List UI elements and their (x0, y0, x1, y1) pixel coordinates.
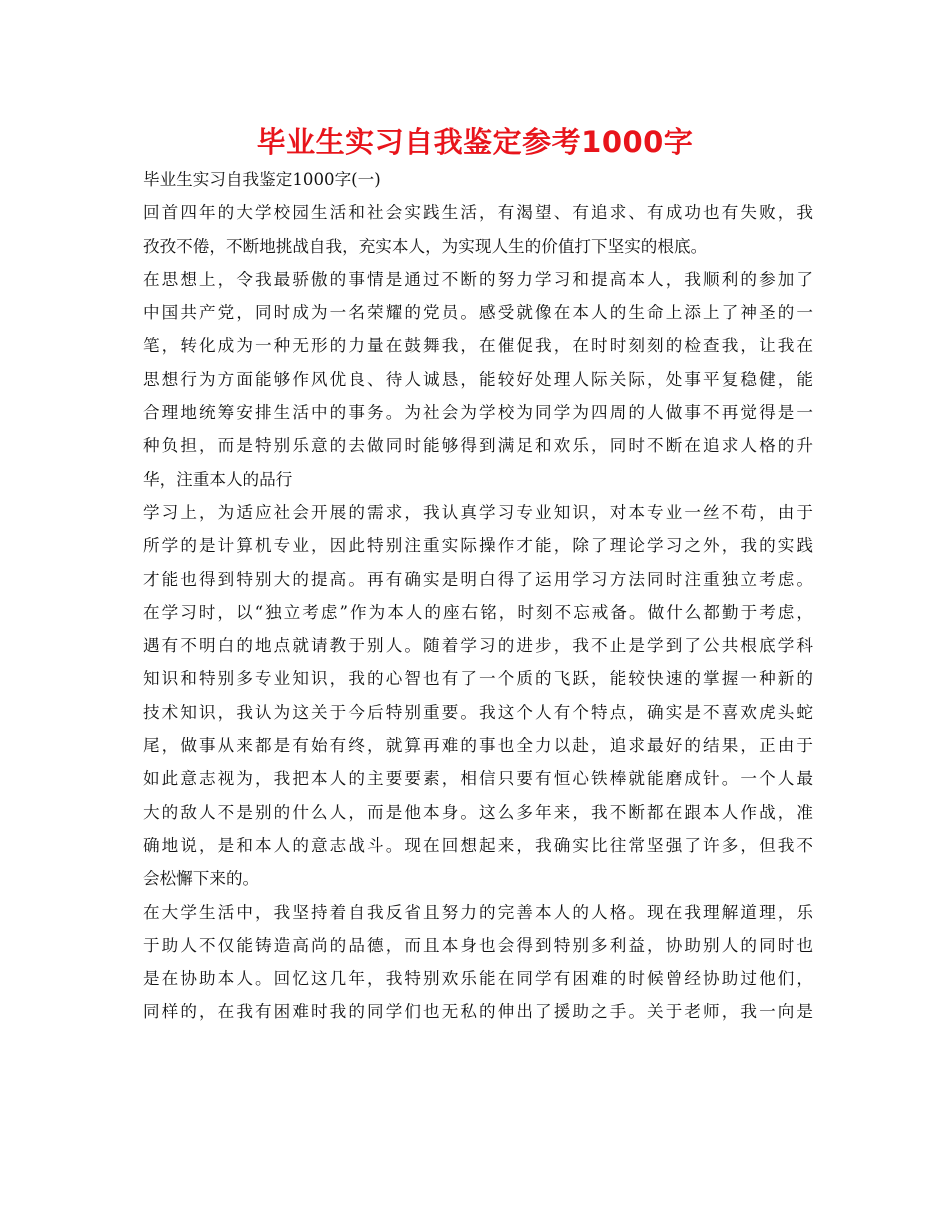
text-line: 于助人不仅能铸造高尚的品德，而且本身也会得到特别多利益，协助别人的同时也 (143, 935, 813, 955)
text-line: 合理地统筹安排生活中的事务。为社会为学校为同学为四周的人做事不再觉得是一 (143, 403, 813, 423)
text-line: 种负担，而是特别乐意的去做同时能够得到满足和欢乐，同时不断在追求人格的升 (143, 436, 813, 456)
text-line: 尾，做事从来都是有始有终，就算再难的事也全力以赴，追求最好的结果，正由于 (143, 736, 813, 756)
text-line: 大的敌人不是别的什么人，而是他本身。这么多年来，我不断都在跟本人作战，准 (143, 802, 813, 822)
text-line: 确地说，是和本人的意志战斗。现在回想起来，我确实比往常坚强了许多，但我不 (143, 835, 813, 855)
text-line: 如此意志视为，我把本人的主要要素，相信只要有恒心铁棒就能磨成针。一个人最 (143, 769, 813, 789)
text-line: 是在协助本人。回忆这几年，我特别欢乐能在同学有困难的时候曾经协助过他们， (143, 969, 813, 989)
text-line: 会松懈下来的。 (143, 869, 260, 889)
text-line: 所学的是计算机专业，因此特别注重实际操作才能，除了理论学习之外，我的实践 (143, 536, 813, 556)
text-line: 在大学生活中，我坚持着自我反省且努力的完善本人的人格。现在我理解道理，乐 (143, 902, 813, 922)
section-heading: 毕业生实习自我鉴定1000字(一) (143, 170, 381, 189)
text-line: 思想行为方面能够作风优良、待人诚恳，能较好处理人际关际，处事平复稳健，能 (143, 369, 813, 389)
text-line: 中国共产党，同时成为一名荣耀的党员。感受就像在本人的生命上添上了神圣的一 (143, 303, 813, 323)
text-line: 才能也得到特别大的提高。再有确实是明白得了运用学习方法同时注重独立考虑。 (143, 569, 813, 589)
text-line: 同样的，在我有困难时我的同学们也无私的伸出了援助之手。关于老师，我一向是 (143, 1002, 813, 1022)
text-line: 在学习时，以“独立考虑”作为本人的座右铭，时刻不忘戒备。做什么都勤于考虑， (143, 602, 813, 622)
text-line: 遇有不明白的地点就请教于别人。随着学习的进步，我不止是学到了公共根底学科 (143, 636, 813, 656)
text-line: 华，注重本人的品行 (143, 469, 293, 489)
text-line: 技术知识，我认为这关于今后特别重要。我这个人有个特点，确实是不喜欢虎头蛇 (143, 702, 813, 722)
text-line: 学习上，为适应社会开展的需求，我认真学习专业知识，对本专业一丝不苟，由于 (143, 502, 813, 522)
text-line: 知识和特别多专业知识，我的心智也有了一个质的飞跃，能较快速的掌握一种新的 (143, 669, 813, 689)
text-line: 在思想上，令我最骄傲的事情是通过不断的努力学习和提高本人，我顺利的参加了 (143, 269, 813, 289)
text-line: 孜孜不倦，不断地挑战自我，充实本人，为实现人生的价值打下坚实的根底。 (143, 236, 708, 256)
text-line: 笔，转化成为一种无形的力量在鼓舞我，在催促我，在时时刻刻的检查我，让我在 (143, 336, 813, 356)
text-line: 回首四年的大学校园生活和社会实践生活，有渴望、有追求、有成功也有失败，我 (143, 203, 813, 223)
document-body (143, 163, 813, 1029)
document-title: 毕业生实习自我鉴定参考1000字 (256, 125, 694, 159)
